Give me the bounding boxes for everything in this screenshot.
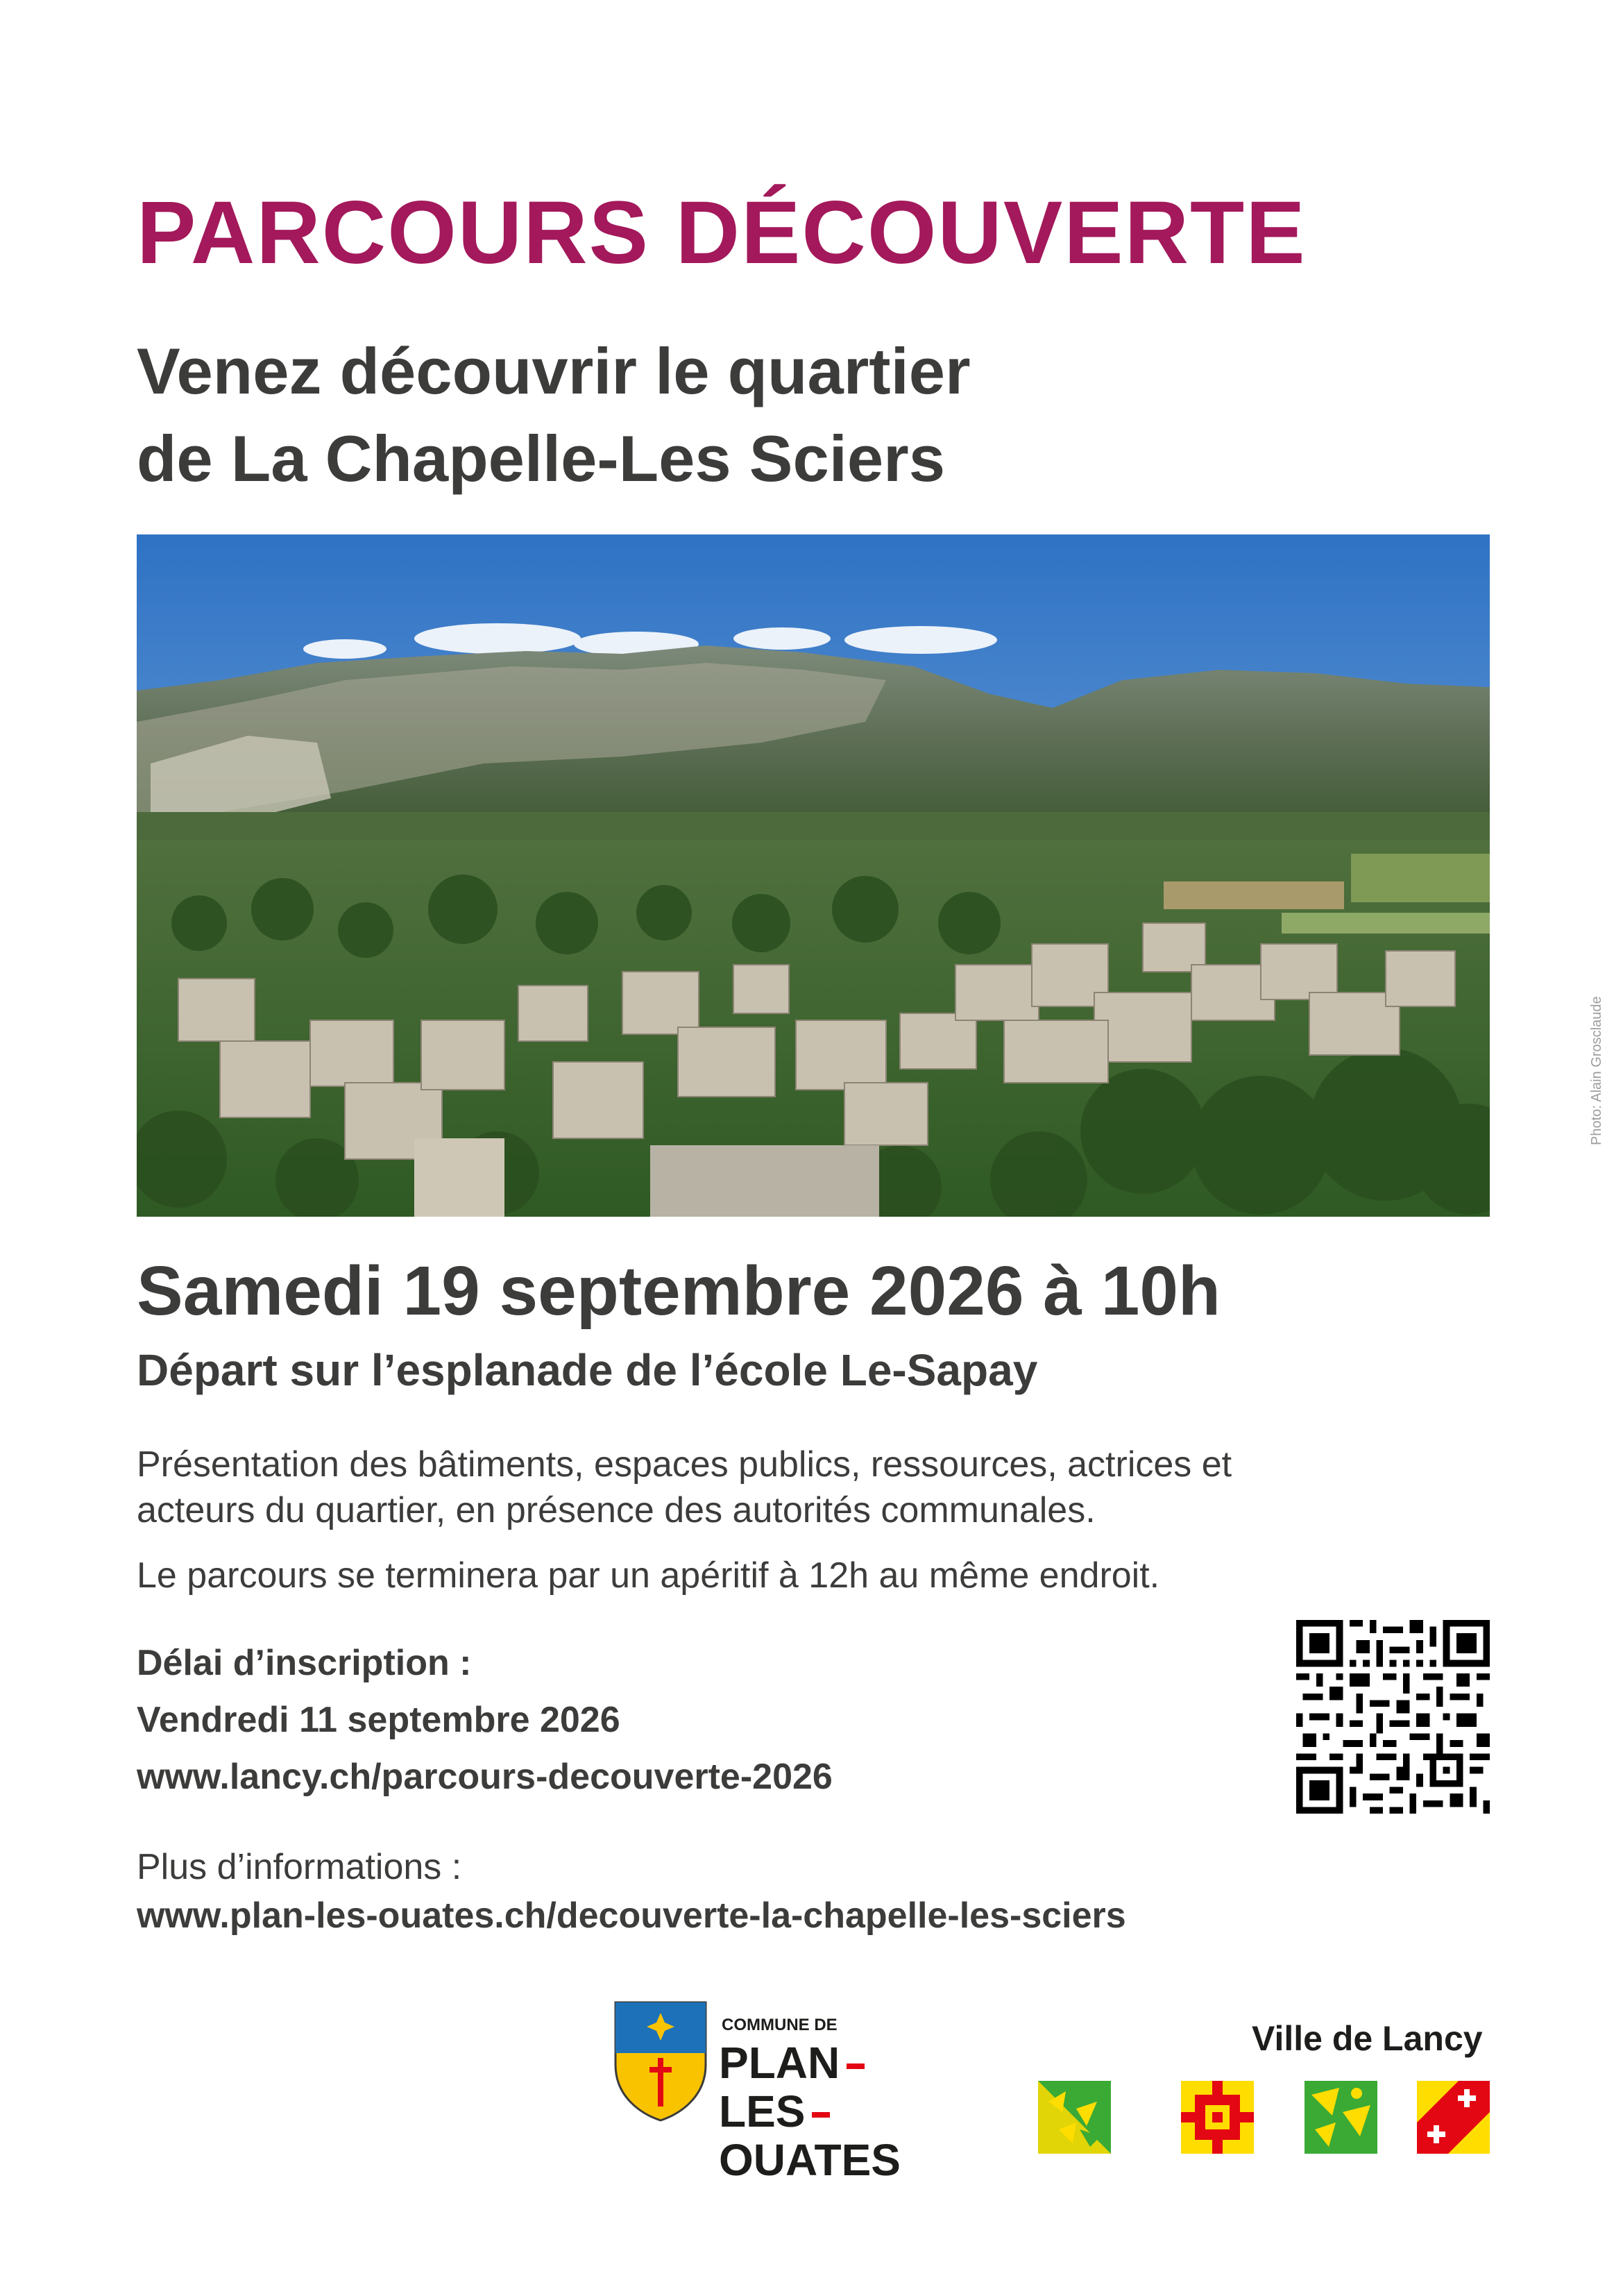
lancy-shield-4 [1417,2081,1490,2154]
plo-word-plan: PLAN [719,2041,865,2085]
page-title: PARCOURS DÉCOUVERTE [137,183,1307,282]
plo-red-dash [847,2063,865,2069]
subtitle-line-2: de La Chapelle-Les Sciers [137,422,946,495]
description-line-3: Le parcours se terminera par un apéritif à 12h au même endroit. [137,1555,1160,1596]
photo-credit: Photo: Alain Grosclaude [1589,996,1604,1145]
plo-red-dash [812,2112,830,2118]
description-line-1: Présentation des bâtiments, espaces publics, ressources, actrices et [137,1444,1232,1485]
lancy-shield-3 [1305,2081,1377,2154]
registration-deadline-date: Vendredi 11 septembre 2026 [137,1700,620,1740]
registration-url[interactable]: www.lancy.ch/parcours-decouverte-2026 [137,1757,833,1797]
plo-word-ouates: OUATES [719,2135,901,2185]
qr-code[interactable] [1296,1620,1490,1814]
lancy-shield-1 [1038,2081,1111,2154]
lancy-name: Ville de Lancy [1252,2019,1483,2058]
plan-les-ouates-shield [612,1999,709,2124]
plo-commune-label: COMMUNE DE [722,2016,838,2034]
plo-word-les: LES [719,2089,830,2134]
aerial-photo [137,534,1490,1217]
event-date: Samedi 19 septembre 2026 à 10h [137,1252,1221,1330]
event-departure: Départ sur l’esplanade de l’école Le-Sapay [137,1345,1038,1395]
registration-deadline-label: Délai d’inscription : [137,1643,472,1683]
subtitle-line-1: Venez découvrir le quartier [137,335,971,407]
lancy-shield-2 [1181,2081,1254,2154]
description-line-2: acteurs du quartier, en présence des autorités communales. [137,1490,1096,1530]
more-info-url[interactable]: www.plan-les-ouates.ch/decouverte-la-chapelle-les-sciers [137,1896,1126,1936]
more-info-label: Plus d’informations : [137,1847,462,1887]
